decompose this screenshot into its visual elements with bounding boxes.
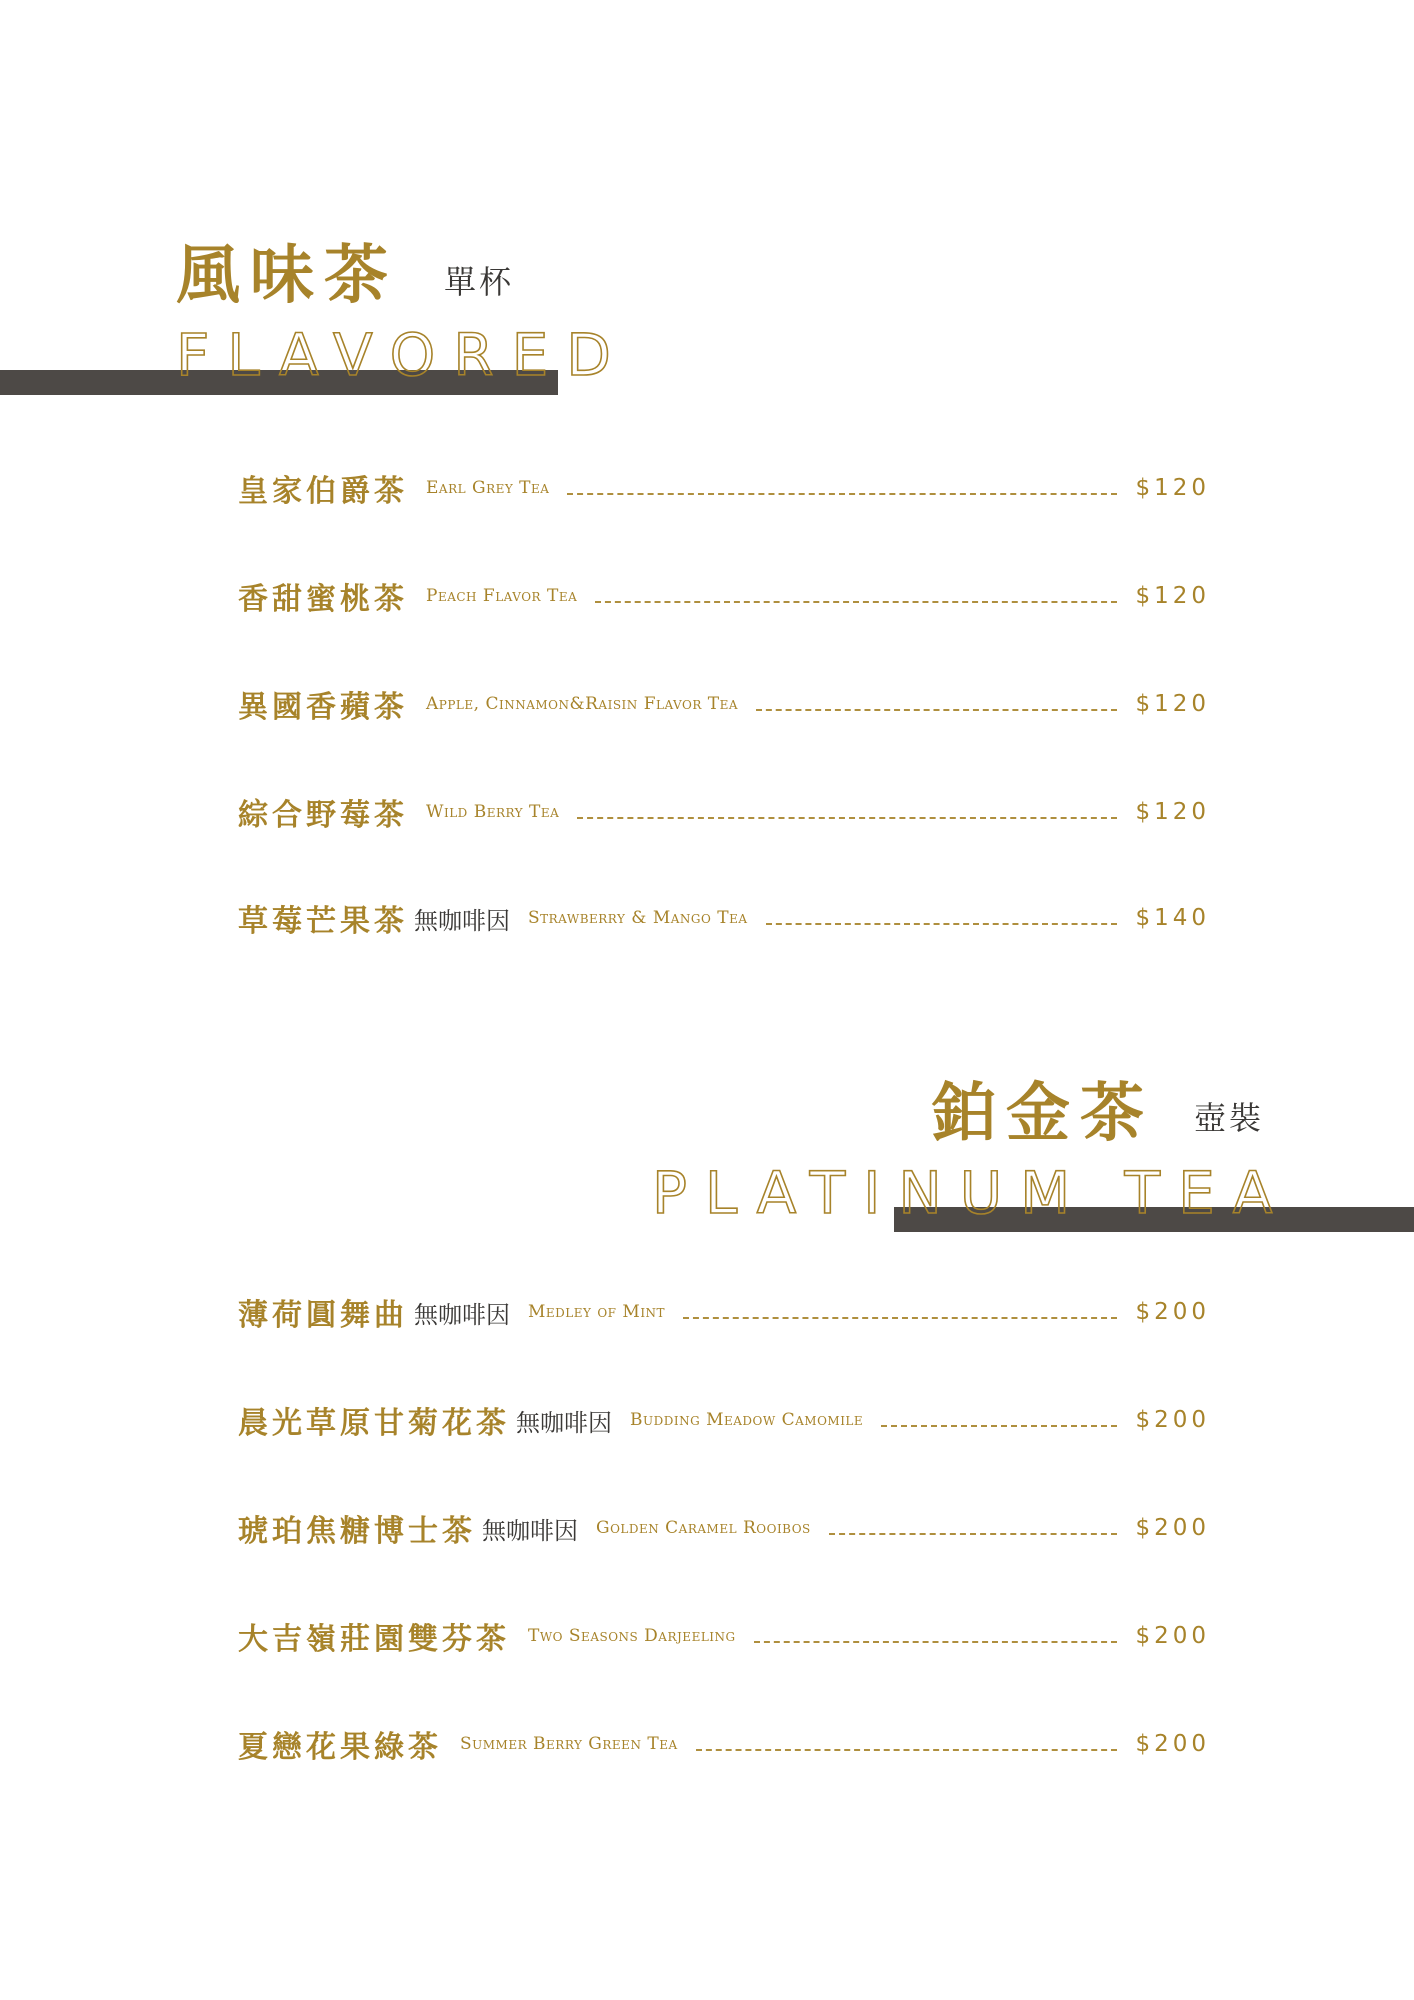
item-price: $140 xyxy=(1135,905,1210,931)
dotted-leader xyxy=(567,493,1117,495)
dotted-leader xyxy=(881,1425,1117,1427)
item-price: $200 xyxy=(1135,1515,1210,1541)
flavored-title-zh: 風味茶 xyxy=(176,238,398,313)
item-name-zh: 異國香蘋茶 xyxy=(238,690,408,725)
item-name-en: Medley of Mint xyxy=(528,1302,666,1322)
dotted-leader xyxy=(766,923,1118,925)
decaf-label: 無咖啡因 xyxy=(482,1516,578,1545)
item-name-zh: 琥珀焦糖博士茶 xyxy=(238,1514,476,1549)
item-name-zh: 大吉嶺莊園雙芬茶 xyxy=(238,1622,510,1657)
menu-item xyxy=(238,1722,1210,1766)
item-name-en: Strawberry & Mango Tea xyxy=(528,908,748,928)
item-name-zh: 綜合野莓茶 xyxy=(238,798,408,833)
item-price: $200 xyxy=(1135,1407,1210,1433)
decaf-label: 無咖啡因 xyxy=(414,906,510,935)
item-name-en: Two Seasons Darjeeling xyxy=(528,1626,736,1646)
item-name-zh: 薄荷圓舞曲 xyxy=(238,1298,408,1333)
menu-item xyxy=(238,1614,1210,1658)
item-name-en: Peach Flavor Tea xyxy=(426,586,578,606)
dotted-leader xyxy=(595,601,1117,603)
dotted-leader xyxy=(683,1317,1117,1319)
item-name-en: Summer Berry Green Tea xyxy=(460,1734,678,1754)
platinum-title-en: PLATINUM TEA xyxy=(652,1159,1291,1227)
dotted-leader xyxy=(756,709,1117,711)
menu-item xyxy=(238,466,1210,510)
item-price: $120 xyxy=(1135,799,1210,825)
item-name-zh: 夏戀花果綠茶 xyxy=(238,1730,442,1765)
item-name-zh: 香甜蜜桃茶 xyxy=(238,582,408,617)
decaf-label: 無咖啡因 xyxy=(414,1300,510,1329)
item-price: $120 xyxy=(1135,475,1210,501)
menu-item xyxy=(238,896,1210,940)
flavored-title-en: FLAVORED xyxy=(176,321,629,389)
menu-item xyxy=(238,682,1210,726)
menu-item xyxy=(238,790,1210,834)
item-price: $120 xyxy=(1135,583,1210,609)
item-price: $120 xyxy=(1135,691,1210,717)
item-name-en: Earl Grey Tea xyxy=(426,478,550,498)
item-name-zh: 皇家伯爵茶 xyxy=(238,474,408,509)
dotted-leader xyxy=(754,1641,1118,1643)
menu-item xyxy=(238,1506,1210,1550)
decaf-label: 無咖啡因 xyxy=(516,1408,612,1437)
item-name-zh: 草莓芒果茶 xyxy=(238,904,408,939)
platinum-title-zh: 鉑金茶 xyxy=(932,1076,1154,1151)
dotted-leader xyxy=(577,817,1117,819)
platinum-title-sub: 壺裝 xyxy=(1194,1099,1265,1137)
item-name-en: Apple, Cinnamon&Raisin Flavor Tea xyxy=(426,694,739,714)
item-price: $200 xyxy=(1135,1623,1210,1649)
item-name-en: Wild Berry Tea xyxy=(426,802,560,822)
menu-item xyxy=(238,1290,1210,1334)
item-price: $200 xyxy=(1135,1299,1210,1325)
menu-item xyxy=(238,574,1210,618)
menu-item xyxy=(238,1398,1210,1442)
dotted-leader xyxy=(829,1533,1118,1535)
item-name-en: Golden Caramel Rooibos xyxy=(596,1518,811,1538)
item-price: $200 xyxy=(1135,1731,1210,1757)
item-name-zh: 晨光草原甘菊花茶 xyxy=(238,1406,510,1441)
flavored-title-sub: 單杯 xyxy=(444,263,515,301)
dotted-leader xyxy=(696,1749,1118,1751)
item-name-en: Budding Meadow Camomile xyxy=(630,1410,864,1430)
